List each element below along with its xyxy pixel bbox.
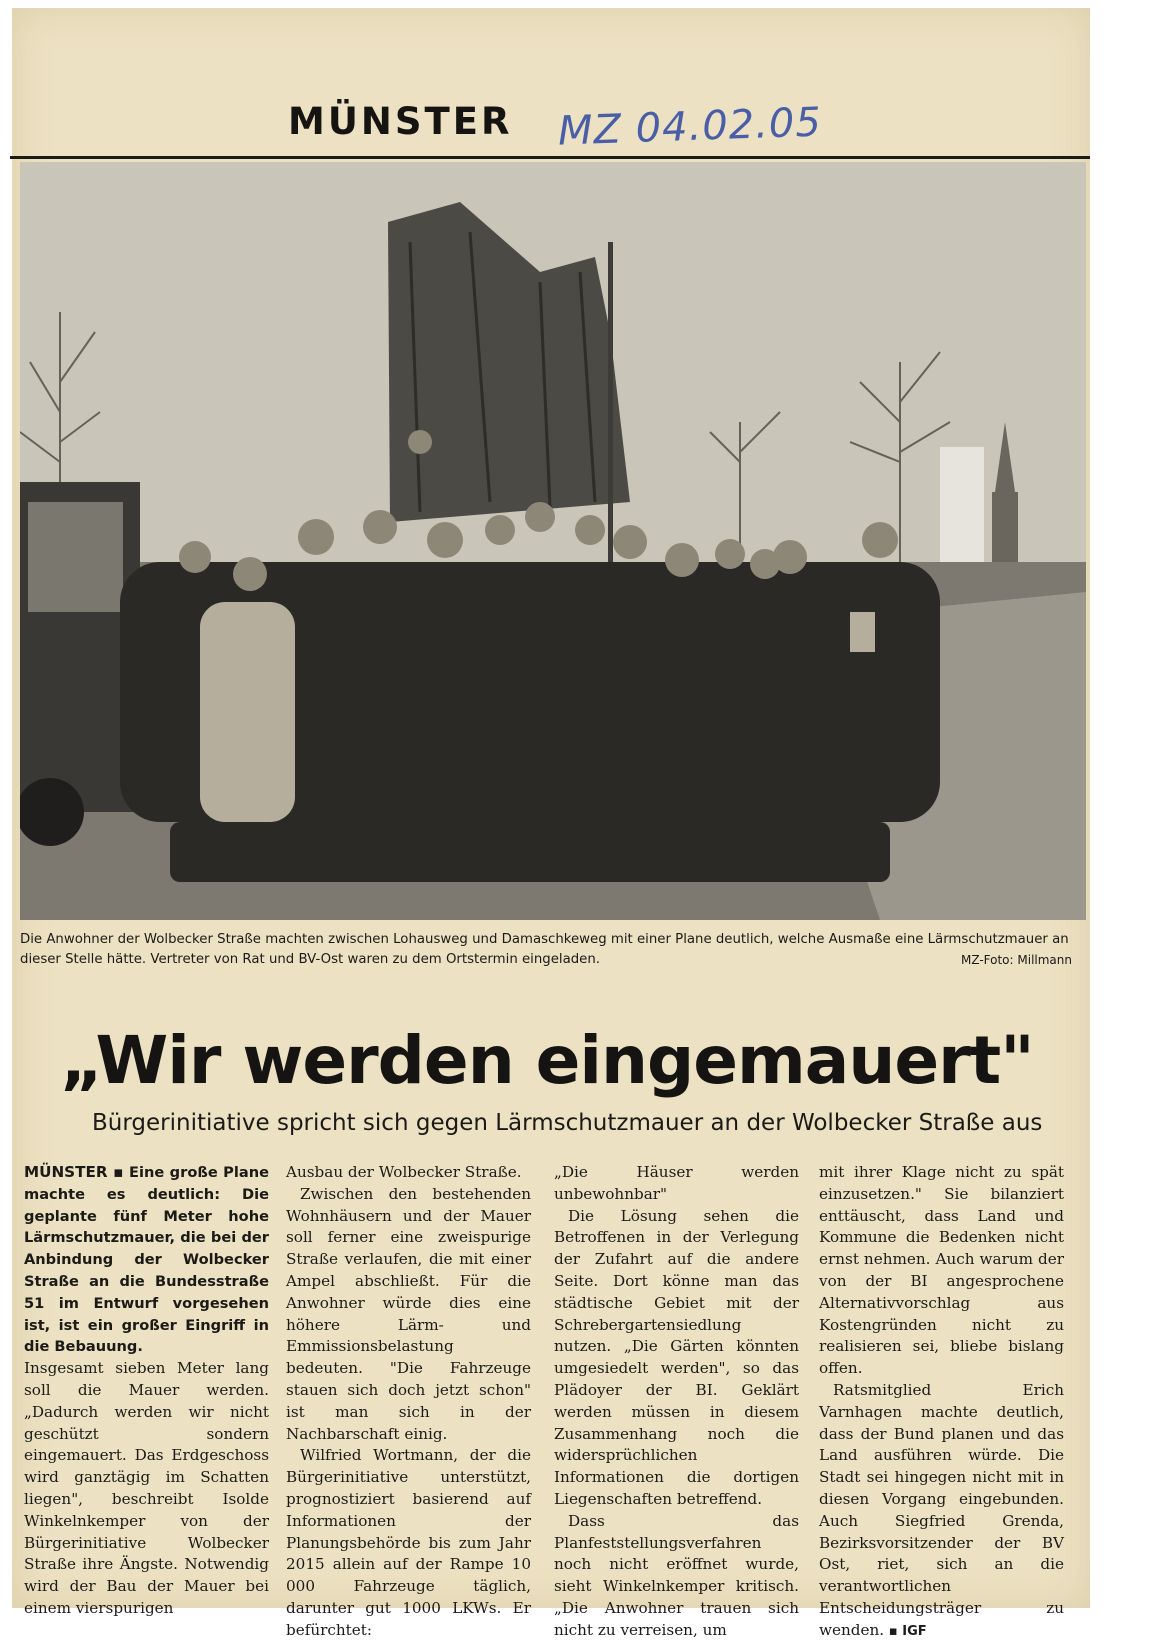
- photo-credit: MZ-Foto: Millmann: [960, 953, 1072, 967]
- paragraph: Wilfried Wortmann, der die Bürgerinitiative unterstützt, prognostiziert basierend auf Informationen der Planungsbehörde bis zum Jahr 2015 allein auf der Rampe 10 000 Fahrzeuge täglich, darunter gut 1000 LKWs. Er befürchtet:: [286, 1446, 531, 1639]
- paragraph: Die Lösung sehen die Betroffenen in der Verlegung der Zufahrt auf die andere Seite. Dort könne man das städtische Gebiet mit der Schrebergartensiedlung nutzen. „Die Gärten könnten umgesiedelt werden", so das Plädoyer der BI. Geklärt werden müssen in diesem Zusammenhang noch die widersprüchlichen Informationen die dortigen Liegenschaften betreffend.: [554, 1206, 799, 1508]
- section-heading: MÜNSTER: [288, 100, 513, 143]
- paragraph: Insgesamt sieben Meter lang soll die Mauer werden. „Dadurch werden wir nicht geschützt sondern eingemauert. Das Erdgeschoss wird ganztägig im Schatten liegen", beschreibt Isolde Winkelnkemper von der Bürgerinitiative Wolbecker Straße ihre Ängste. Notwendig wird der Bau der Mauer bei einem vierspurigen: [24, 1359, 269, 1617]
- photo-caption: [20, 930, 1080, 970]
- article-headline: „Wir werden eingemauert": [60, 1022, 1034, 1099]
- article-subheadline: Bürgerinitiative spricht sich gegen Lärmschutzmauer an der Wolbecker Straße aus: [92, 1110, 1043, 1136]
- paragraph: Ratsmitglied Erich Varnhagen machte deutlich, dass der Bund planen und das Land ausführen würde. Die Stadt sei hingegen nicht mit in diesen Vorgang eingebunden. Auch Siegfried Grenda, Bezirksvorsitzender der BV Ost, riet, sich an die verantwortlichen Entscheidungsträger zu wenden.: [819, 1380, 1064, 1639]
- paragraph: Zwischen den bestehenden Wohnhäusern und der Mauer soll ferner eine zweispurige Straße verlaufen, die mit einer Ampel abschließt. Für die Anwohner würde dies eine höhere Lärm- und Emmissionsbelastung bedeuten. "Die Fahrzeuge stauen sich doch jetzt schon" ist man sich in der Nachbarschaft einig.: [286, 1184, 531, 1443]
- author-signature: ▪ IGF: [888, 1623, 927, 1639]
- paragraph: mit ihrer Klage nicht zu spät einzusetzen." Sie bilanziert enttäuscht, dass Land und Kommune die Bedenken nicht ernst nehmen. Auch warum der von der BI angesprochene Alternativvorschlag aus Kostengründen nicht zu realisieren sei, bliebe bislang offen.: [819, 1163, 1064, 1378]
- article-column-1: [24, 1162, 269, 1620]
- paragraph: Dass das Planfeststellungsverfahren noch nicht eröffnet wurde, sieht Winkelnkemper kritisch. „Die Anwohner trauen sich nicht zu verreisen, um: [554, 1511, 799, 1639]
- caption-text: Die Anwohner der Wolbecker Straße machten zwischen Lohausweg und Damaschkeweg mit einer Plane deutlich, welche Ausmaße eine Lärmschutzmauer an dieser Stelle hätte. Vertreter von Rat und BV-Ost waren zu dem Ortstermin eingeladen.: [20, 932, 1069, 967]
- header-rule: [10, 156, 1090, 159]
- paragraph: Ausbau der Wolbecker Straße.: [286, 1163, 522, 1181]
- article-column-3: [554, 1162, 799, 1642]
- paragraph: „Die Häuser werden unbewohnbar": [554, 1163, 799, 1203]
- handwritten-date-note: MZ 04.02.05: [557, 99, 823, 155]
- news-photo: [20, 162, 1086, 920]
- photo-illustration: [20, 162, 1086, 920]
- article-column-2: [286, 1162, 531, 1642]
- article-lead: Eine große Plane machte es deutlich: Die geplante fünf Meter hohe Lärmschutzmauer, die bei der Anbindung der Wolbecker Straße an die Bundesstraße 51 im Entwurf vorgesehen ist, ist ein großer Eingriff in die Bebauung.: [24, 1164, 270, 1356]
- dateline: MÜNSTER ▪: [24, 1163, 124, 1181]
- article-column-4: [819, 1162, 1064, 1643]
- article-body: [24, 1162, 1084, 1639]
